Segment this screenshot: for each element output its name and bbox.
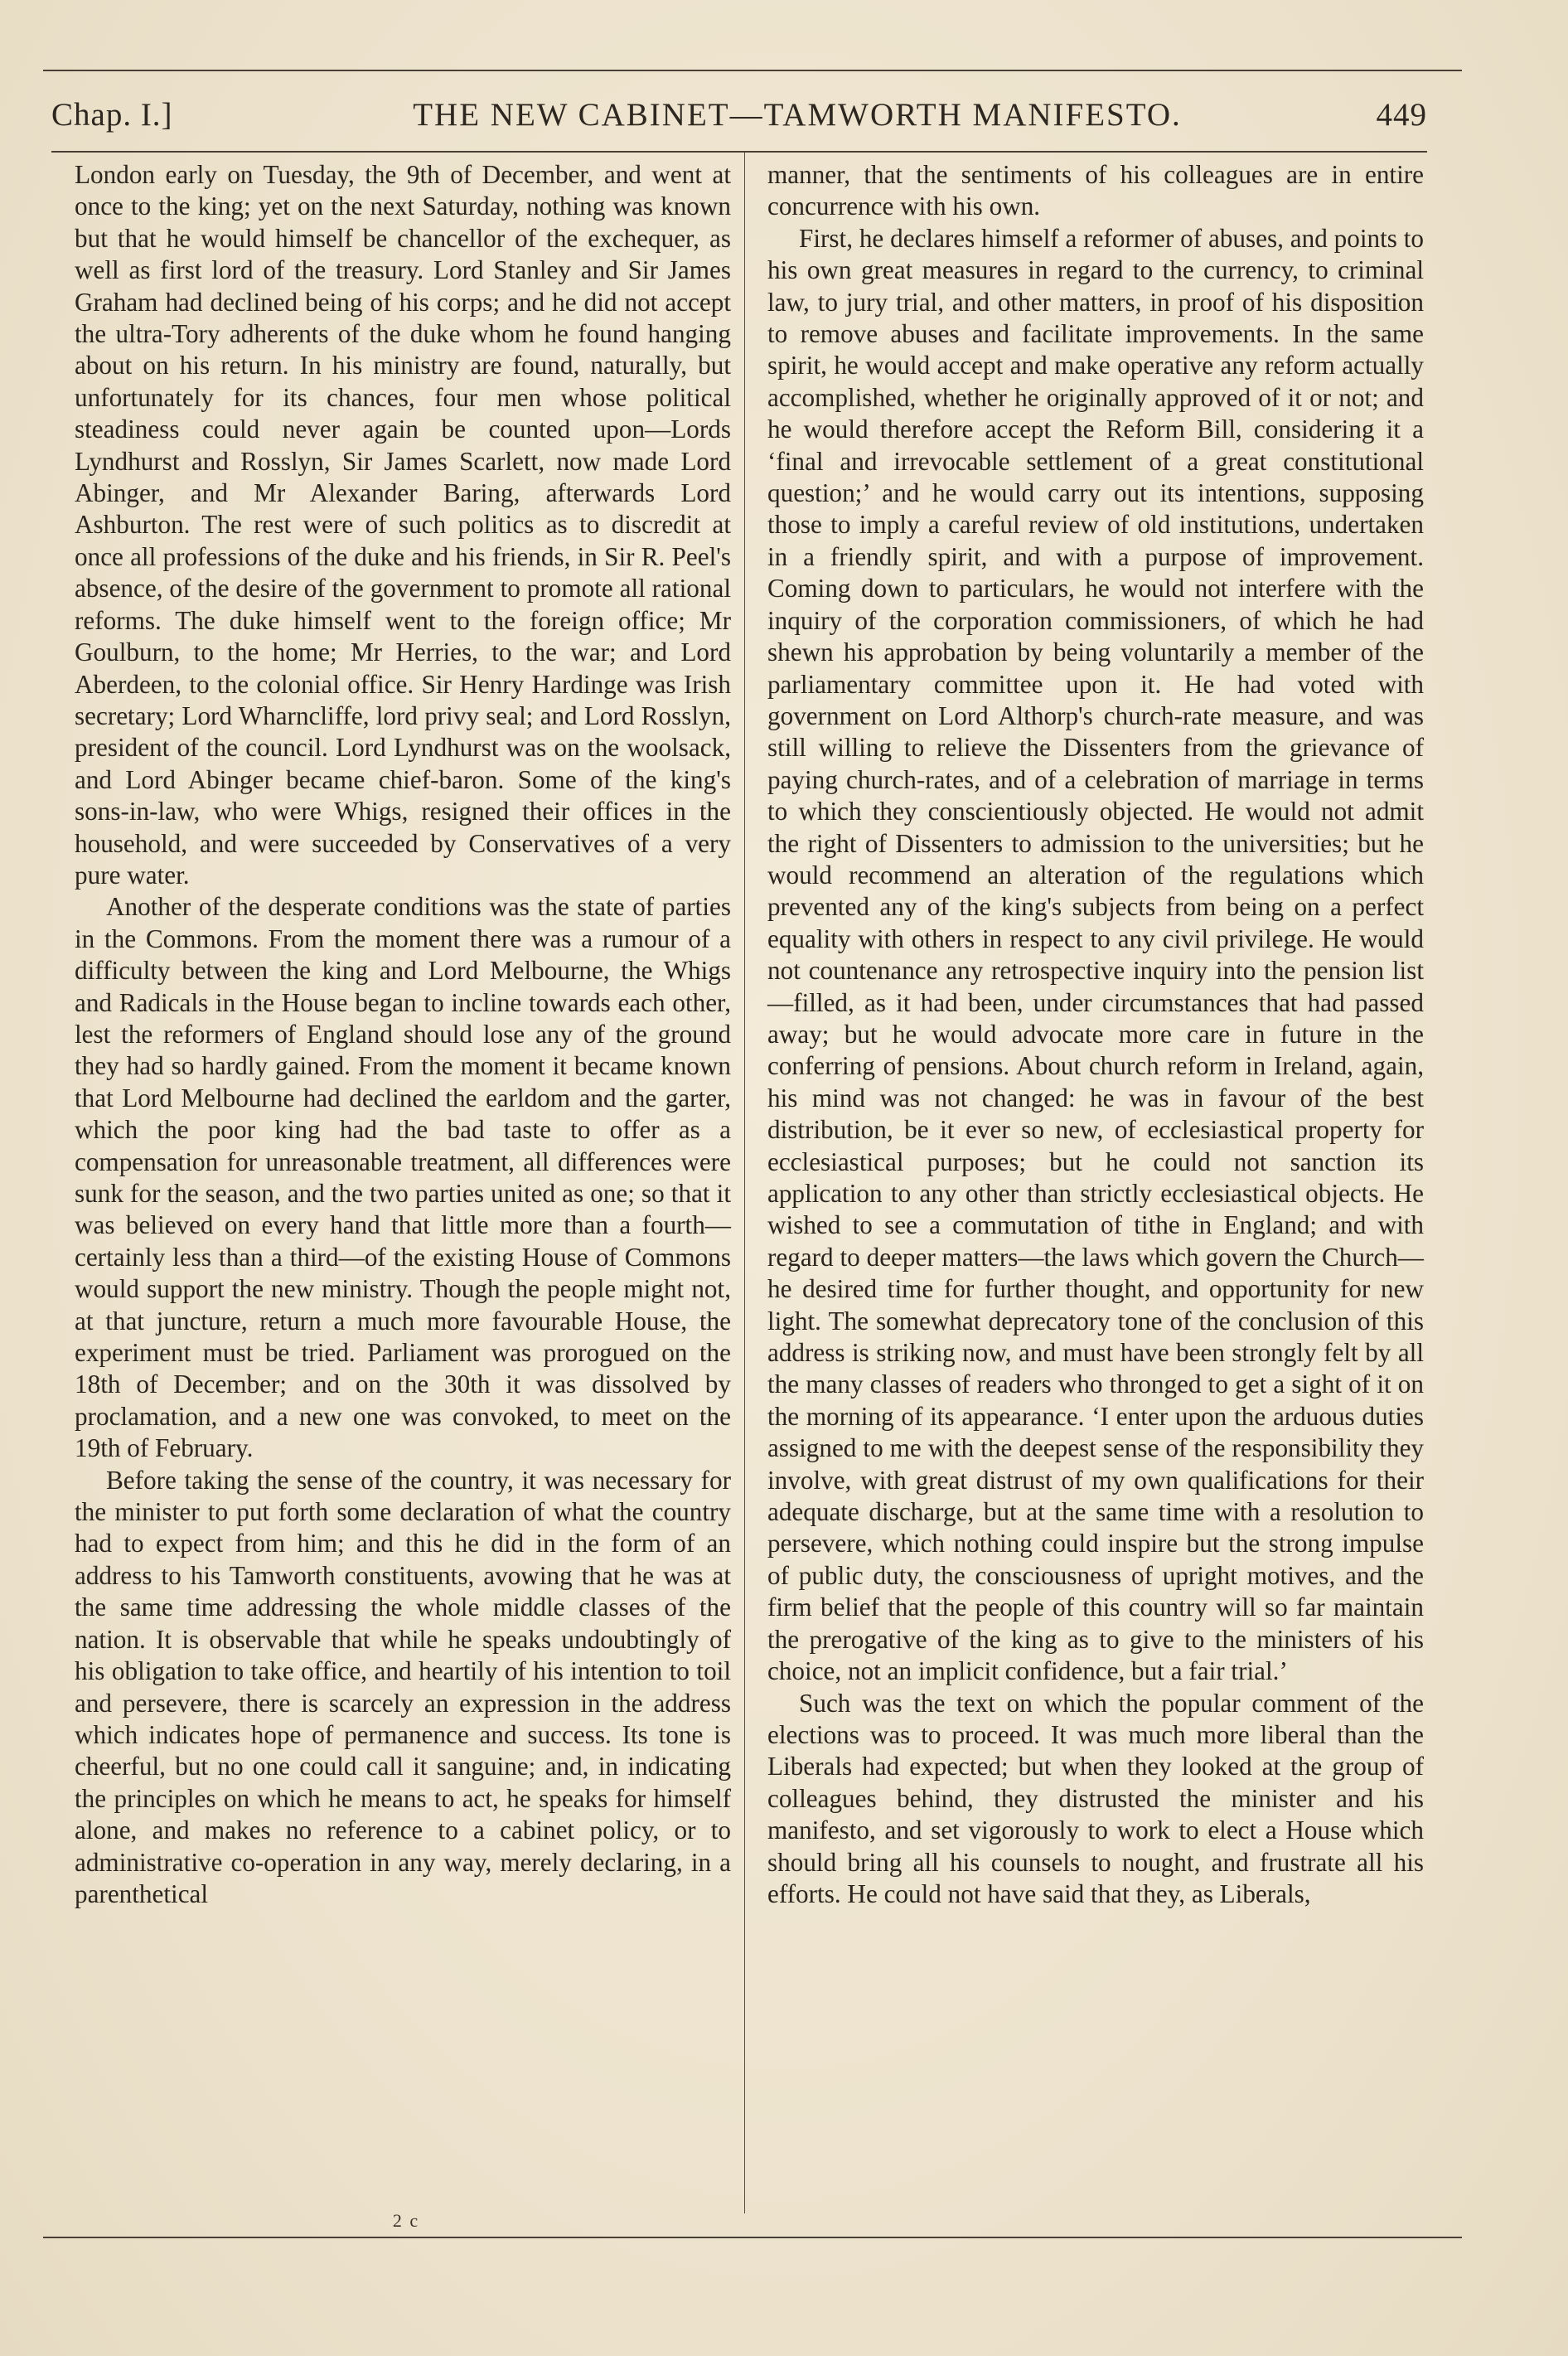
left-column bbox=[75, 159, 731, 1910]
paragraph: Before taking the sense of the country, it was necessary for the minister to put forth some declaration of what the country had to expect from him; and this he did in the form of an address to his Tamworth constituents, avowing that he was at the same time addressing the whole middle classes of the nation. It is observable that while he speaks undoubtingly of his obligation to take office, and heartily of his intention to toil and persevere, there is scarcely an expression in the address which indicates hope of permanence and success. Its tone is cheerful, but no one could call it sanguine; and, in indicating the principles on which he means to act, he speaks for himself alone, and makes no reference to a cabinet policy, or to administrative co-operation in any way, merely declaring, in a parenthetical bbox=[75, 1465, 731, 1908]
paragraph: Another of the desperate conditions was the state of parties in the Commons. From the moment there was a rumour of a difficulty between the king and Lord Melbourne, the Whigs and Radicals in the House began to incline towards each other, lest the reformers of England should lose any of the ground they had so hardly gained. From the moment it became known that Lord Melbourne had declined the earldom and the garter, which the poor king had the bad taste to offer as a compensation for unreasonable treatment, all differences were sunk for the season, and the two parties united as one; so that it was believed on every hand that little more than a fourth—certainly less than a third—of the existing House of Commons would support the new ministry. Though the people might not, at that juncture, return a much more favourable House, the experiment must be tried. Parliament was prorogued on the 18th of December; and on the 30th it was dissolved by proclamation, and a new one was convoked, to meet on the 19th of February. bbox=[75, 892, 731, 1463]
paragraph: Such was the text on which the popular comment of the elections was to proceed. It was much more liberal than the Liberals had expected; but when they looked at the group of colleagues behind, they distrusted the minister and his manifesto, and set vigorously to work to elect a House which should bring all his counsels to nought, and frustrate all his efforts. He could not have said that they, as Liberals, bbox=[767, 1688, 1424, 1908]
top-rule bbox=[43, 70, 1462, 71]
signature-mark: 2 c bbox=[392, 2210, 420, 2231]
paragraph: London early on Tuesday, the 9th of December, and went at once to the king; yet on the next Saturday, nothing was known but that he would himself be chancellor of the exchequer, as well as first lord of the treasury. Lord Stanley and Sir James Graham had declined being of his corps; and he did not accept the ultra-Tory adherents of the duke whom he found hanging about on his return. In his ministry are found, naturally, but unfortunately for its chances, four men whose political steadiness could never again be counted upon—Lords Lyndhurst and Rosslyn, Sir James Scarlett, now made Lord Abinger, and Mr Alexander Baring, afterwards Lord Ashburton. The rest were of such politics as to discredit at once all professions of the duke and his friends, in Sir R. Peel's absence, of the desire of the government to promote all rational reforms. The duke himself went to the foreign office; Mr Goulburn, to the home; Mr Herries, to the war; and Lord Aberdeen, to the colonial office. Sir Henry Hardinge was Irish secretary; Lord Wharncliffe, lord privy seal; and Lord Rosslyn, president of the council. Lord Lyndhurst was on the woolsack, and Lord Abinger became chief-baron. Some of the king's sons-in-law, who were Whigs, resigned their offices in the household, and were succeeded by Conservatives of a very pure water. bbox=[75, 160, 731, 890]
running-title: THE NEW CABINET—TAMWORTH MANIFESTO. bbox=[413, 96, 1182, 133]
right-column bbox=[767, 159, 1424, 1910]
page-number: 449 bbox=[1376, 96, 1427, 133]
header-rule bbox=[51, 151, 1427, 153]
chapter-label: Chap. I.] bbox=[51, 96, 173, 133]
paragraph: First, he declares himself a reformer of abuses, and points to his own great measures in regard to the currency, to criminal law, to jury trial, and other matters, in proof of his disposition to remove abuses and facilitate improvements. In the same spirit, he would accept and make operative any reform actually accomplished, whether he originally approved of it or not; and he would therefore accept the Reform Bill, considering it a ‘final and irrevocable settlement of a great constitutional question;’ and he would carry out its intentions, supposing those to imply a careful review of old institutions, undertaken in a friendly spirit, and with a purpose of improvement. Coming down to particulars, he would not interfere with the inquiry of the corporation commissioners, of which he had shewn his approbation by being voluntarily a member of the parliamentary committee upon it. He had voted with government on Lord Althorp's church-rate measure, and was still willing to relieve the Dissenters from the grievance of paying church-rates, and of a celebration of marriage in terms to which they conscientiously objected. He would not admit the right of Dissenters to admission to the universities; but he would recommend an alteration of the regulations which prevented any of the king's subjects from being on a perfect equality with others in respect to any civil privilege. He would not countenance any retrospective inquiry into the pension list—filled, as it had been, under circumstances that had passed away; but he would advocate more care in future in the conferring of pensions. About church reform in Ireland, again, his mind was not changed: he was in favour of the best distribution, be it ever so new, of ecclesiastical property for ecclesiastical purposes; but he could not sanction its application to any other than strictly ecclesiastical objects. He wished to see a commutation of tithe in England; and with regard to deeper matters—the laws which govern the Church—he desired time for further thought, and opportunity for new light. The somewhat deprecatory tone of the conclusion of this address is striking now, and must have been strongly felt by all the many classes of readers who thronged to get a sight of it on the morning of its appearance. ‘I enter upon the arduous duties assigned to me with the deepest sense of the responsibility they involve, with great distrust of my own qualifications for their adequate discharge, but at the same time with a resolution to persevere, which nothing could inspire but the strong impulse of public duty, the consciousness of upright motives, and the firm belief that the people of this country will so far maintain the prerogative of the king as to give to the ministers of his choice, not an implicit confidence, but a fair trial.’ bbox=[767, 223, 1424, 1686]
bottom-rule bbox=[43, 2237, 1462, 2238]
paragraph: manner, that the sentiments of his colleagues are in entire concurrence with his own. bbox=[767, 160, 1424, 221]
column-divider bbox=[744, 153, 745, 2213]
running-header bbox=[51, 90, 1427, 139]
